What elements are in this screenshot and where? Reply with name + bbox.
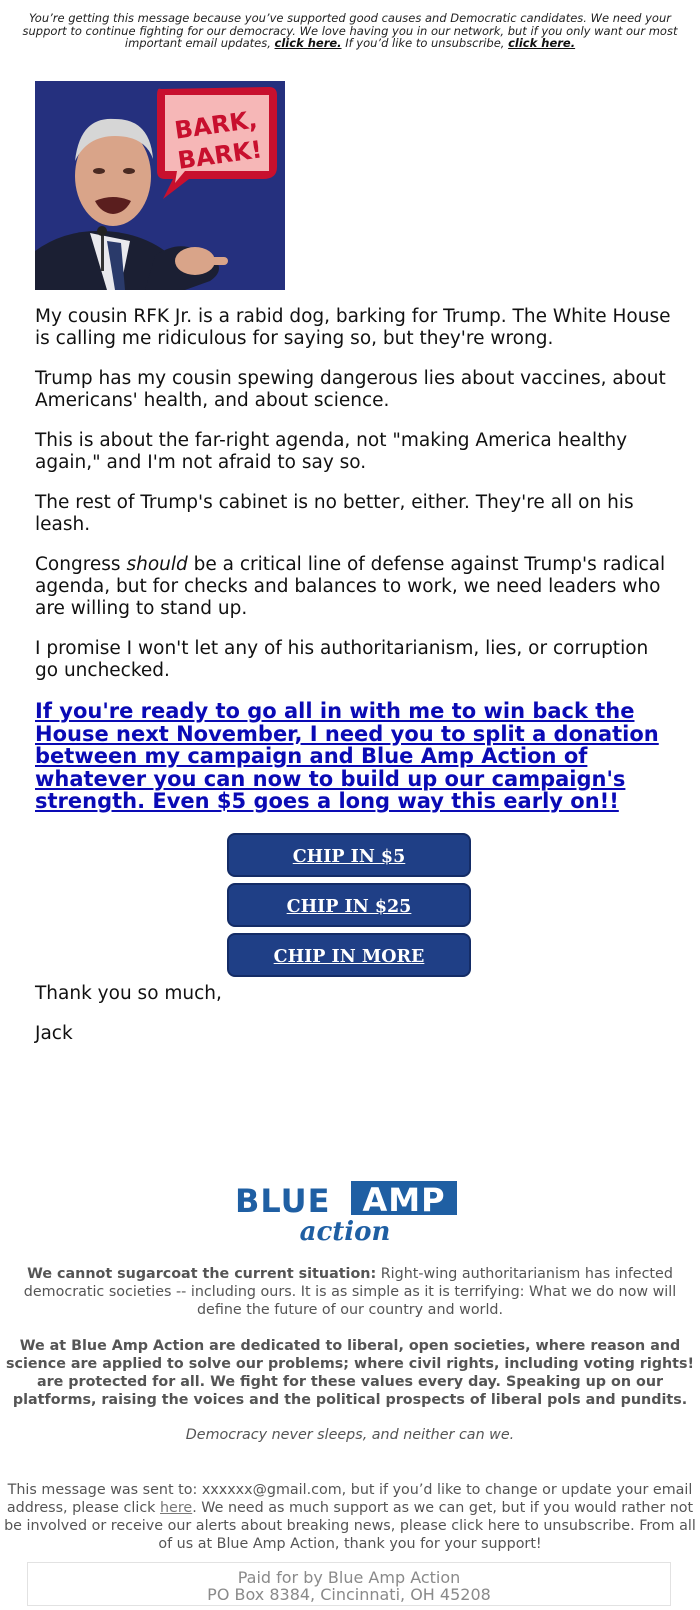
donate-cta-link[interactable]: If you're ready to go all in with me to win back the House next November, I need you to split a donation between my campaign and Blue Amp Action of whatever you can now to build up our campaign's strength. Even $5 goes a long way this early on!! — [35, 699, 659, 813]
paragraph-5 — [35, 554, 675, 620]
speech-bubble-text-2: BARK! — [175, 135, 264, 175]
paragraph-4: The rest of Trump's cabinet is no better, either. They're all on his leash. — [35, 492, 634, 535]
blue-amp-action-logo — [235, 1178, 465, 1248]
chip-in-more-button[interactable]: CHIP IN MORE — [227, 933, 471, 977]
unsubscribe-link[interactable]: click here. — [508, 36, 576, 50]
mailing-address: PO Box 8384, Cincinnati, OH 45208 — [207, 1585, 491, 1604]
logo-word-action: action — [299, 1217, 391, 1247]
email-preferences-link[interactable]: click here. — [274, 36, 342, 50]
preheader-text-middle: If you’d like to unsubscribe, — [341, 36, 509, 50]
email-body — [35, 306, 675, 1063]
footer-paragraph-4-end: . We need as much support as we can get, but if you would rather not be involved or receive our alerts about breaking news, please click here to unsubscribe. From all of us at Blue Amp Action, thank you for your support! — [4, 1500, 696, 1552]
logo-graphic — [235, 1178, 465, 1248]
preheader — [20, 12, 680, 50]
footer-paragraph-4 — [0, 1481, 700, 1553]
paragraph-5-end: be a critical line of defense against Trump's radical agenda, but for checks and balances to work, we need leaders who are willing to stand up. — [35, 554, 666, 619]
logo-word-blue: BLUE — [235, 1182, 331, 1220]
signoff: Thank you so much, — [35, 982, 222, 1004]
footer-paragraph-1-rest: Right-wing authoritarianism has infected democratic societies -- including ours. It is as simple as it is terrifying: What we do now will define the future of our country and world. — [23, 1266, 677, 1318]
footer-paragraph-2: We at Blue Amp Action are dedicated to liberal, open societies, where reason and science are applied to solve our problems; where civil rights, including voting rights! are protected for all. We fight for these values every day. Speaking up on our platforms, raising the voices and the political prospects of liberal pols and pundits. — [5, 1338, 695, 1408]
preheader-text: You’re getting this message because you’ve supported good causes and Democratic candidates. We need your support to continue fighting for our democracy. We love having you in our network, but if you only want our most important email updates, — [22, 11, 678, 50]
paragraph-2: Trump has my cousin spewing dangerous lies about vaccines, about Americans' health, and about science. — [35, 368, 666, 411]
speech-bubble-text-1: BARK, — [172, 105, 259, 145]
hero-illustration — [35, 81, 285, 290]
footer-paragraph-1 — [0, 1265, 700, 1319]
hero-image — [35, 81, 285, 290]
signature: Jack — [35, 1022, 73, 1044]
paragraph-3: This is about the far-right agenda, not "making America healthy again," and I'm not afraid to say so. — [35, 430, 628, 473]
footer-tagline: Democracy never sleeps, and neither can we. — [185, 1427, 515, 1443]
footer-paragraph-1-bold: We cannot sugarcoat the current situation: — [27, 1266, 377, 1282]
chip-in-5-button[interactable]: CHIP IN $5 — [227, 833, 471, 877]
paid-for-disclaimer — [27, 1562, 671, 1606]
update-email-link[interactable]: here — [160, 1500, 193, 1516]
logo-word-amp: AMP — [362, 1181, 446, 1219]
paragraph-1: My cousin RFK Jr. is a rabid dog, barking for Trump. The White House is calling me ridiculous for saying so, but they're wrong. — [35, 306, 671, 349]
chip-in-25-button[interactable]: CHIP IN $25 — [227, 883, 471, 927]
footer-paragraph-4-start: This message was sent to: xxxxxx@gmail.com, but if you’d like to change or update your email address, please click — [6, 1482, 693, 1516]
paragraph-6: I promise I won't let any of his authoritarianism, lies, or corruption go unchecked. — [35, 638, 649, 681]
paragraph-5-start: Congress — [35, 554, 127, 575]
paragraph-5-emphasis: should — [126, 554, 188, 575]
paid-for-line: Paid for by Blue Amp Action — [237, 1568, 461, 1587]
